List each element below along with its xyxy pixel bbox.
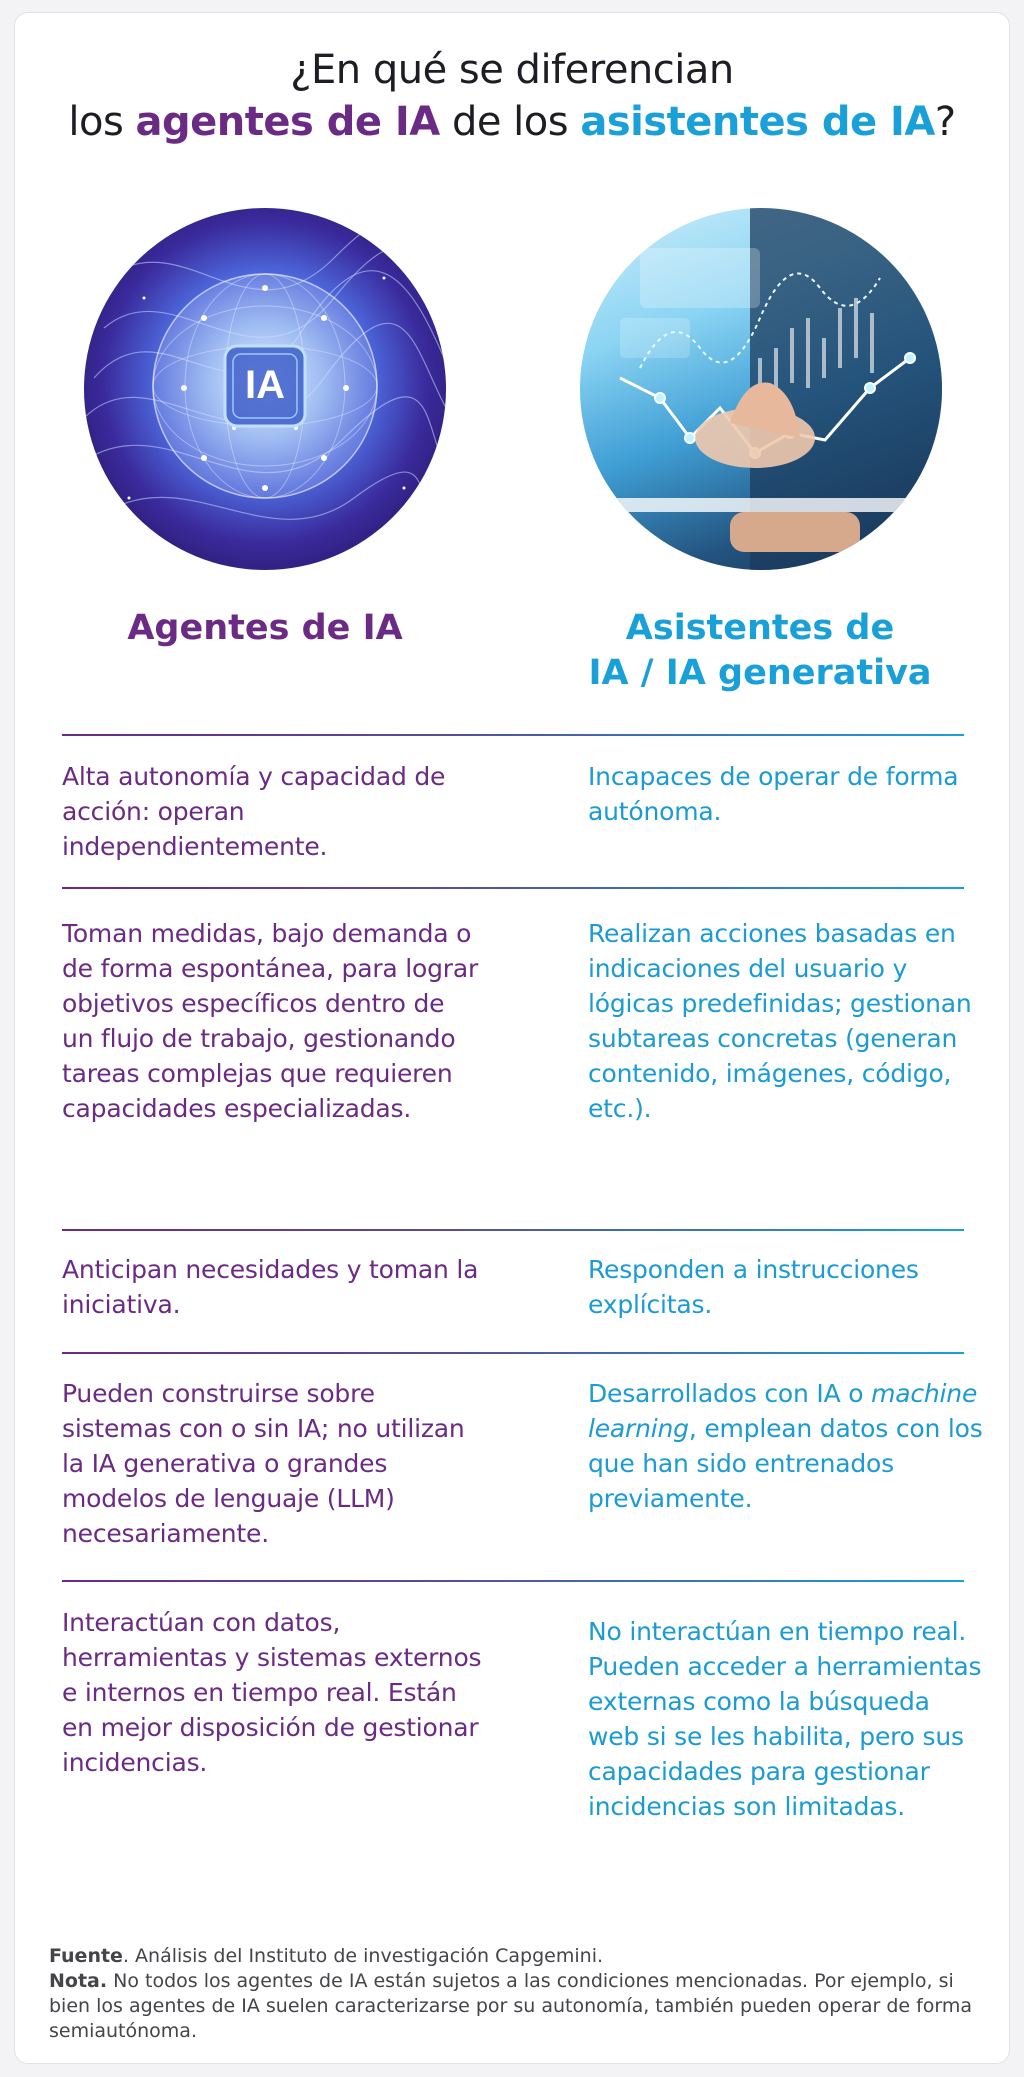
page-title [0, 44, 1024, 148]
row-4-agents-text: Pueden construirse sobre sistemas con o sin IA; no utilizan la IA generativa o grandes modelos de lenguaje (LLM) necesariamente. [62, 1379, 465, 1548]
column-heading-assistants-line-1: Asistentes de [625, 608, 895, 648]
row-4-assistants-text [588, 1376, 988, 1516]
ai-sphere-illustration [84, 208, 446, 570]
title-suffix: ? [934, 99, 956, 145]
footer-source [49, 1944, 989, 1969]
title-middle: de los [439, 99, 581, 145]
row-2-assistants-text: Realizan acciones basadas en indicaciones del usuario y lógicas predefinidas; gestionan subtareas concretas (generan contenido, imágenes, código, etc.). [588, 919, 972, 1123]
row-4-assistants-text-end: , emplean datos con los que han sido entrenados previamente. [588, 1414, 983, 1513]
row-1-agents-text: Alta autonomía y capacidad de acción: operan independientemente. [62, 762, 446, 861]
row-divider [62, 734, 964, 736]
row-divider [62, 1580, 964, 1582]
column-heading-assistants-line-2: IA / IA generativa [588, 653, 932, 693]
title-assistants: asistentes de IA [580, 99, 935, 145]
row-3-agents-text: Anticipan necesidades y toman la iniciativa. [62, 1255, 479, 1319]
row-2-agents-text: Toman medidas, bajo demanda o de forma espontánea, para lograr objetivos específicos dentro de un flujo de trabajo, gestionando tareas complejas que requieren capacidades especializadas. [62, 919, 479, 1123]
footer-note [49, 1969, 989, 2044]
row-5-assistants-text: No interactúan en tiempo real. Pueden acceder a herramientas externas como la búsqueda web si se les habilita, pero sus capacidades para gestionar incidencias son limitadas. [588, 1617, 982, 1821]
row-divider [62, 887, 964, 889]
footer-source-text: . Análisis del Instituto de investigación Capgemini. [122, 1945, 604, 1967]
assistant-tablet-illustration [580, 208, 942, 570]
footer-source-label: Fuente [49, 1945, 123, 1967]
title-line-1: ¿En qué se diferencian [290, 47, 734, 93]
row-3-assistants-text: Responden a instrucciones explícitas. [588, 1255, 919, 1319]
ia-badge-label: IA [245, 363, 285, 407]
footer-note-label: Nota. [49, 1970, 108, 1992]
row-divider [62, 1352, 964, 1354]
column-heading-agents: Agentes de IA [127, 608, 403, 648]
row-4-assistants-text-start: Desarrollados con IA o [588, 1379, 872, 1408]
title-agents: agentes de IA [135, 99, 440, 145]
row-5-agents-text: Interactúan con datos, herramientas y sistemas externos e internos en tiempo real. Están en mejor disposición de gestionar incidencias. [62, 1608, 482, 1777]
column-heading-assistants [540, 606, 980, 696]
row-4-assistants-italic-term: machine learning [588, 1379, 978, 1443]
footer-note-text: No todos los agentes de IA están sujetos a las condiciones mencionadas. Por ejemplo, si bien los agentes de IA suelen caracterizarse por su autonomía, también pueden operar de forma semiautónoma. [49, 1970, 973, 2042]
row-1-assistants-text: Incapaces de operar de forma autónoma. [588, 762, 959, 826]
tablet-chart-graphic [580, 208, 942, 570]
title-prefix: los [68, 99, 136, 145]
row-divider [62, 1229, 964, 1231]
